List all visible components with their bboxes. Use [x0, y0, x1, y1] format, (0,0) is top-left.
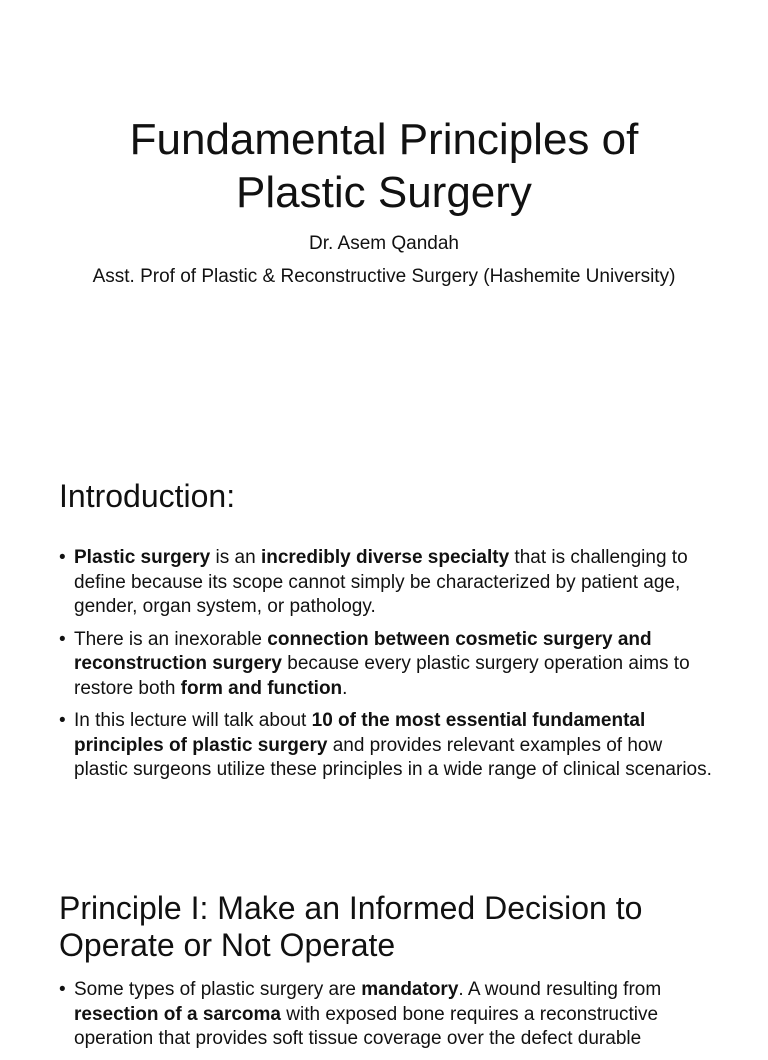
slide-heading [59, 890, 719, 964]
bold-text: mandatory [361, 979, 459, 1000]
heading-line-1: Principle I: Make an Informed Decision to [59, 890, 643, 926]
bullet-text: In this lecture will talk about [74, 710, 312, 731]
bold-text: form and function [180, 677, 343, 699]
bullet-text: that is challenging to define because its scope cannot simply be characterized by patient age, gender, organ system, or pathology. [74, 547, 688, 617]
bullet-item [59, 978, 714, 1052]
bold-text: incredibly diverse specialty [260, 547, 510, 568]
bullet-text: is an [210, 547, 261, 568]
principle-slide [0, 864, 768, 1049]
title-slide [0, 0, 768, 432]
bold-text: Plastic surgery [74, 547, 211, 568]
bullet-text: and provides relevant examples of how plastic surgeons utilize these principles in a wide range of clinical scenarios. [74, 734, 712, 780]
bullet-item [59, 546, 714, 620]
bullet-icon: • [59, 547, 66, 568]
heading-line-2: Operate or Not Operate [59, 927, 396, 963]
title-line-2: Plastic Surgery [236, 168, 532, 217]
bullet-item [59, 628, 714, 702]
bullet-item [59, 709, 714, 783]
bullet-text: because every plastic surgery operation aims to restore both [74, 653, 690, 699]
bullet-list [59, 546, 714, 791]
bullet-icon: • [59, 979, 66, 1000]
bullet-icon: • [59, 710, 66, 731]
author-name: Dr. Asem Qandah [309, 233, 459, 254]
bullet-text: There is an inexorable [74, 628, 268, 650]
presentation-title [0, 113, 768, 219]
bold-text: connection between cosmetic surgery and reconstruction surgery [74, 628, 652, 674]
bold-text: 10 of the most essential fundamental principles of plastic surgery [74, 710, 646, 756]
bullet-list [59, 978, 714, 1060]
bullet-text: with exposed bone requires a reconstructive operation that provides soft tissue coverage over the defect durable [74, 1003, 659, 1049]
bullet-text: Some types of plastic surgery are [74, 979, 362, 1000]
author-affiliation: Asst. Prof of Plastic & Reconstructive Surgery (Hashemite University) [92, 266, 676, 287]
introduction-slide [0, 432, 768, 864]
bullet-text: . [342, 677, 348, 699]
bullet-icon: • [59, 628, 66, 650]
bullet-text: . A wound resulting from [458, 979, 662, 1000]
title-line-1: Fundamental Principles of [129, 115, 639, 164]
bold-text: resection of a sarcoma [74, 1003, 281, 1025]
slide-heading: Introduction: [59, 478, 236, 514]
